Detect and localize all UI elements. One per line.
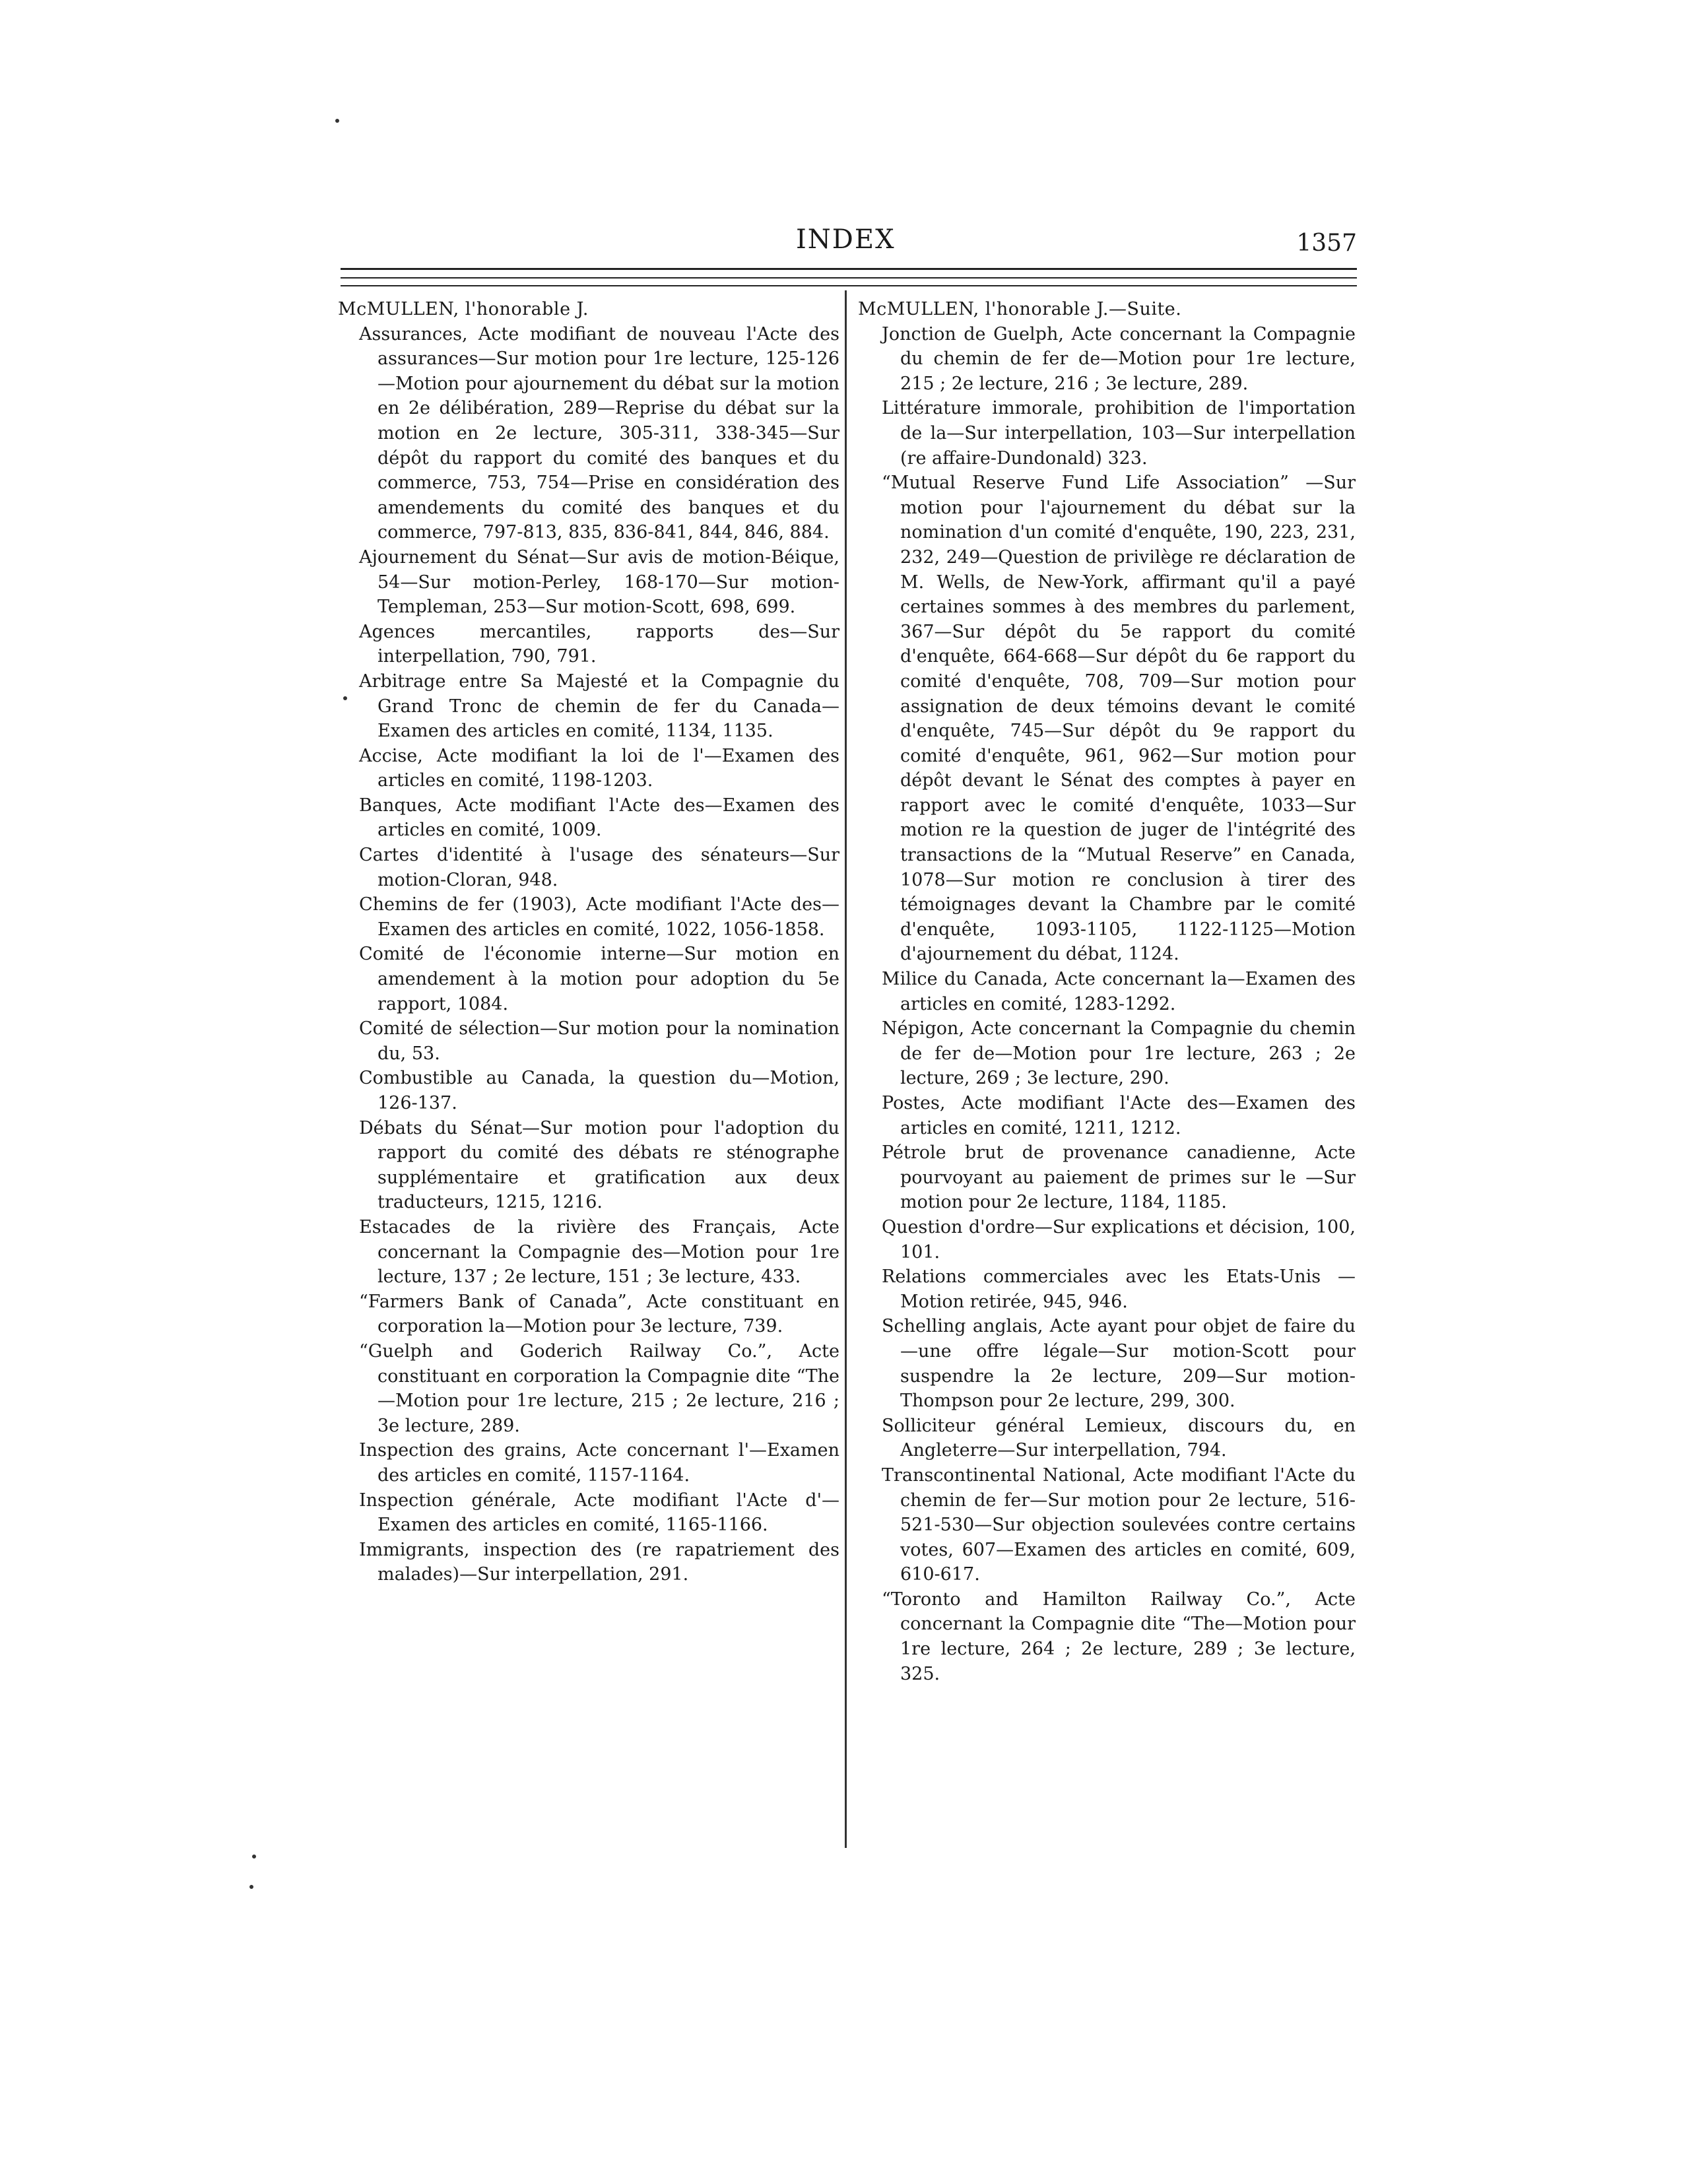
index-entry: Népigon, Acte concernant la Compagnie du chemin de fer de—Motion pour 1re lecture, 263 ; 2e lecture, 269 ; 3e lecture, 290. xyxy=(882,1018,1356,1089)
index-entry: Transcontinental National, Acte modifiant l'Acte du chemin de fer—Sur motion pour 2e lecture, 516-521-530—Sur objection soulevées contre certains votes, 607—Examen des articles en comité, 609, 610-617. xyxy=(882,1464,1356,1585)
header-rule xyxy=(341,277,1357,279)
index-entry: Accise, Acte modifiant la loi de l'—Examen des articles en comité, 1198-1203. xyxy=(359,745,839,791)
index-entry: “Mutual Reserve Fund Life Association” —Sur motion pour l'ajournement du débat sur la nomination d'un comité d'enquête, 190, 223, 231, 232, 249—Question de privilège re déclaration de M. Wells, de New-York, affirmant qu'il a payé certaines sommes à des membres du parlement, 367—Sur dépôt du 5e rapport du comité d'enquête, 664-668—Sur dépôt du 6e rapport du comité d'enquête, 708, 709—Sur motion pour assignation de deux témoins devant le comité d'enquête, 745—Sur dépôt du 9e rapport du comité d'enquête, 961, 962—Sur motion pour dépôt devant le Sénat des comptes à payer en rapport avec le comité d'enquête, 1033—Sur motion re la question de juger de l'intégrité des transactions de la “Mutual Reserve” en Canada, 1078—Sur motion re conclusion à tirer des témoignages devant la Chambre par le comité d'enquête, 1093-1105, 1122-1125—Motion d'ajournement du débat, 1124. xyxy=(882,473,1356,965)
index-entry: Banques, Acte modifiant l'Acte des—Examen des articles en comité, 1009. xyxy=(359,795,839,841)
header-rule xyxy=(341,285,1357,286)
index-entry: Immigrants, inspection des (re rapatriement des malades)—Sur interpellation, 291. xyxy=(359,1539,839,1585)
index-entry: Milice du Canada, Acte concernant la—Examen des articles en comité, 1283-1292. xyxy=(882,969,1356,1014)
left-column xyxy=(338,297,839,1587)
index-entry: Littérature immorale, prohibition de l'importation de la—Sur interpellation, 103—Sur interpellation (re affaire-Dundonald) 323. xyxy=(882,398,1356,469)
page-header xyxy=(341,218,1357,257)
index-entry: Inspection générale, Acte modifiant l'Acte d'—Examen des articles en comité, 1165-1166. xyxy=(359,1490,839,1536)
index-entry: Postes, Acte modifiant l'Acte des—Examen des articles en comité, 1211, 1212. xyxy=(882,1093,1356,1138)
index-entry: Assurances, Acte modifiant de nouveau l'Acte des assurances—Sur motion pour 1re lecture, 125-126—Motion pour ajournement du débat sur la motion en 2e délibération, 289—Reprise du débat sur la motion en 2e lecture, 305-311, 338-345—Sur dépôt du rapport du comité des banques et du commerce, 753, 754—Prise en considération des amendements du comité des banques et du commerce, 797-813, 835, 836-841, 844, 846, 884. xyxy=(359,323,839,543)
scan-speck xyxy=(249,1885,253,1889)
index-entry: “Guelph and Goderich Railway Co.”, Acte constituant en corporation la Compagnie dite “The—Motion pour 1re lecture, 215 ; 2e lecture, 216 ; 3e lecture, 289. xyxy=(359,1340,839,1436)
index-entry: Schelling anglais, Acte ayant pour objet de faire du—une offre légale—Sur motion-Scott pour suspendre la 2e lecture, 209—Sur motion-Thompson pour 2e lecture, 299, 300. xyxy=(882,1316,1356,1412)
index-entry: Solliciteur général Lemieux, discours du, en Angleterre—Sur interpellation, 794. xyxy=(882,1415,1356,1461)
index-entry: Estacades de la rivière des Français, Acte concernant la Compagnie des—Motion pour 1re lecture, 137 ; 2e lecture, 151 ; 3e lecture, 433. xyxy=(359,1216,839,1288)
index-entry: Ajournement du Sénat—Sur avis de motion-Béique, 54—Sur motion-Perley, 168-170—Sur motion-Templeman, 253—Sur motion-Scott, 698, 699. xyxy=(359,546,839,618)
index-entry: Question d'ordre—Sur explications et décision, 100, 101. xyxy=(882,1216,1356,1263)
index-entry: Cartes d'identité à l'usage des sénateurs—Sur motion-Cloran, 948. xyxy=(359,845,839,890)
column-divider xyxy=(845,290,847,1848)
index-entry: Agences mercantiles, rapports des—Sur interpellation, 790, 791. xyxy=(359,621,839,667)
index-entry: Arbitrage entre Sa Majesté et la Compagnie du Grand Tronc de chemin de fer du Canada—Examen des articles en comité, 1134, 1135. xyxy=(359,671,839,742)
page-number: 1357 xyxy=(1296,230,1357,257)
index-entry: “Farmers Bank of Canada”, Acte constituant en corporation la—Motion pour 3e lecture, 739. xyxy=(359,1291,839,1337)
header-rule xyxy=(341,268,1357,270)
index-entry: Débats du Sénat—Sur motion pour l'adoption du rapport du comité des débats re sténographe supplémentaire et gratification aux deux traducteurs, 1215, 1216. xyxy=(359,1117,839,1213)
index-entry: Jonction de Guelph, Acte concernant la Compagnie du chemin de fer de—Motion pour 1re lecture, 215 ; 2e lecture, 216 ; 3e lecture, 289. xyxy=(882,323,1356,394)
index-entry: Comité de sélection—Sur motion pour la nomination du, 53. xyxy=(359,1018,839,1064)
index-entry: “Toronto and Hamilton Railway Co.”, Acte concernant la Compagnie dite “The—Motion pour 1re lecture, 264 ; 2e lecture, 289 ; 3e lecture, 325. xyxy=(882,1589,1356,1684)
scan-speck xyxy=(343,696,347,700)
index-entry: Combustible au Canada, la question du—Motion, 126-137. xyxy=(359,1068,839,1113)
index-entry: Inspection des grains, Acte concernant l'—Examen des articles en comité, 1157-1164. xyxy=(359,1440,839,1486)
index-entry: Comité de l'économie interne—Sur motion en amendement à la motion pour adoption du 5e rapport, 1084. xyxy=(359,944,839,1014)
index-entry: Relations commerciales avec les Etats-Unis —Motion retirée, 945, 946. xyxy=(882,1266,1356,1312)
index-heading: McMULLEN, l'honorable J.—Suite. xyxy=(858,299,1182,319)
index-entry: Chemins de fer (1903), Acte modifiant l'Acte des—Examen des articles en comité, 1022, 1056-1858. xyxy=(359,894,839,940)
scan-speck xyxy=(252,1855,256,1858)
index-heading: McMULLEN, l'honorable J. xyxy=(338,299,589,319)
page-title: INDEX xyxy=(796,224,896,255)
index-entry: Pétrole brut de provenance canadienne, Acte pourvoyant au paiement de primes sur le —Sur motion pour 2e lecture, 1184, 1185. xyxy=(882,1142,1356,1213)
right-column xyxy=(858,297,1356,1686)
scan-speck xyxy=(335,119,339,123)
